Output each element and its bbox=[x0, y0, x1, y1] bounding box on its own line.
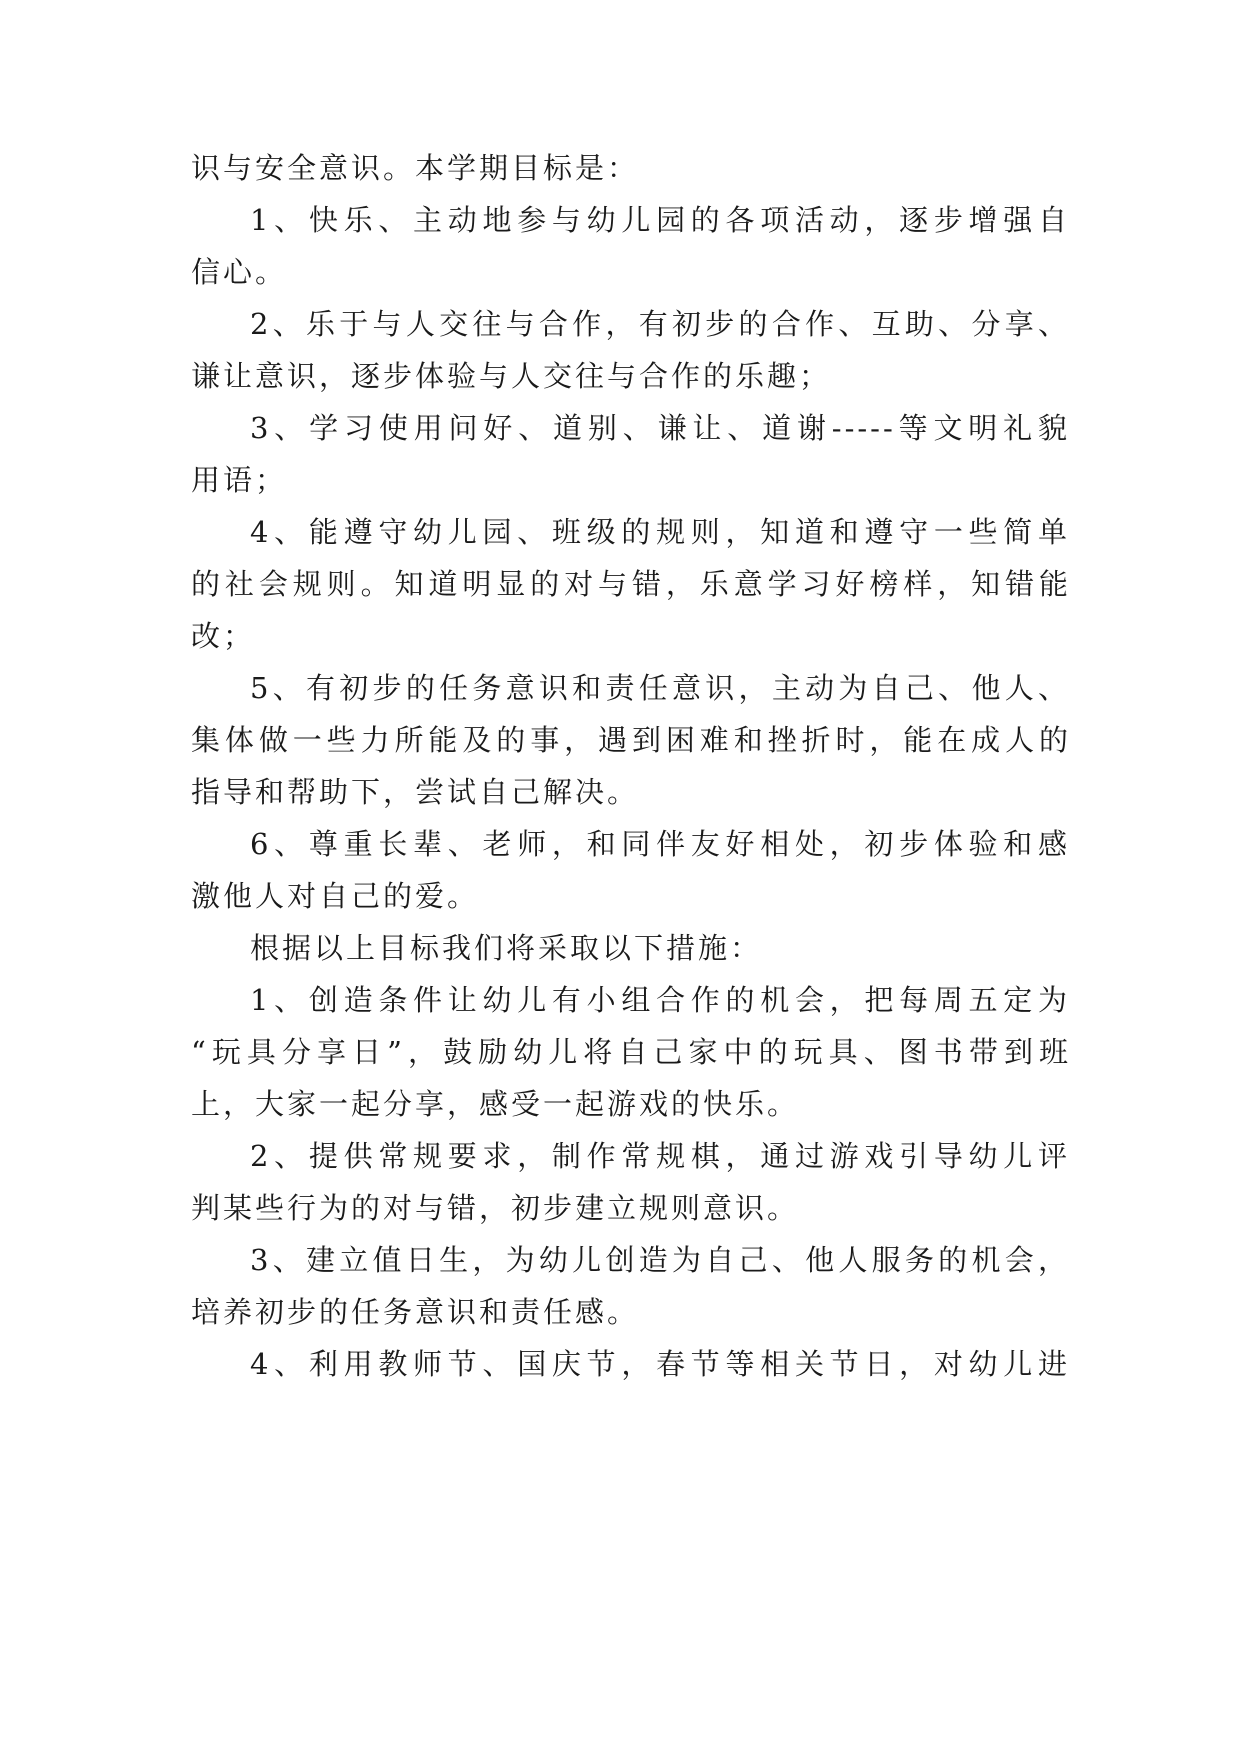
text-line: 指导和帮助下，尝试自己解决。 bbox=[191, 775, 640, 809]
text-line: 4、能遵守幼儿园、班级的规则，知道和遵守一些简单 bbox=[250, 515, 1070, 549]
text-line: 3、建立值日生，为幼儿创造为自己、他人服务的机会， bbox=[250, 1243, 1070, 1277]
text-line: 2、提供常规要求，制作常规棋，通过游戏引导幼儿评 bbox=[250, 1139, 1070, 1173]
text-line: 的社会规则。知道明显的对与错，乐意学习好榜样，知错能 bbox=[191, 567, 1071, 601]
text-line: 5、有初步的任务意识和责任意识，主动为自己、他人、 bbox=[250, 671, 1070, 705]
text-line: 集体做一些力所能及的事，遇到困难和挫折时，能在成人的 bbox=[191, 723, 1071, 757]
text-line: 谦让意识，逐步体验与人交往与合作的乐趣； bbox=[191, 359, 832, 393]
text-line: 4、利用教师节、国庆节，春节等相关节日，对幼儿进 bbox=[250, 1347, 1070, 1381]
text-line: 培养初步的任务意识和责任感。 bbox=[191, 1295, 640, 1329]
text-line: 信心。 bbox=[191, 255, 288, 289]
text-line: 识与安全意识。本学期目标是： bbox=[191, 151, 640, 185]
text-line: 改； bbox=[191, 619, 256, 653]
text-line: 激他人对自己的爱。 bbox=[191, 879, 480, 913]
text-line: 用语； bbox=[191, 463, 288, 497]
text-line: 2、乐于与人交往与合作，有初步的合作、互助、分享、 bbox=[250, 307, 1070, 341]
text-line: 3、学习使用问好、道别、谦让、道谢-----等文明礼貌 bbox=[250, 411, 1070, 445]
text-line: “玩具分享日”，鼓励幼儿将自己家中的玩具、图书带到班 bbox=[191, 1035, 1071, 1069]
text-line: 6、尊重长辈、老师，和同伴友好相处，初步体验和感 bbox=[250, 827, 1070, 861]
text-line: 上，大家一起分享，感受一起游戏的快乐。 bbox=[191, 1087, 800, 1121]
text-line: 1、创造条件让幼儿有小组合作的机会，把每周五定为 bbox=[250, 983, 1070, 1017]
text-line: 1、快乐、主动地参与幼儿园的各项活动，逐步增强自 bbox=[250, 203, 1070, 237]
text-line: 判某些行为的对与错，初步建立规则意识。 bbox=[191, 1191, 800, 1225]
text-line: 根据以上目标我们将采取以下措施： bbox=[250, 931, 763, 965]
